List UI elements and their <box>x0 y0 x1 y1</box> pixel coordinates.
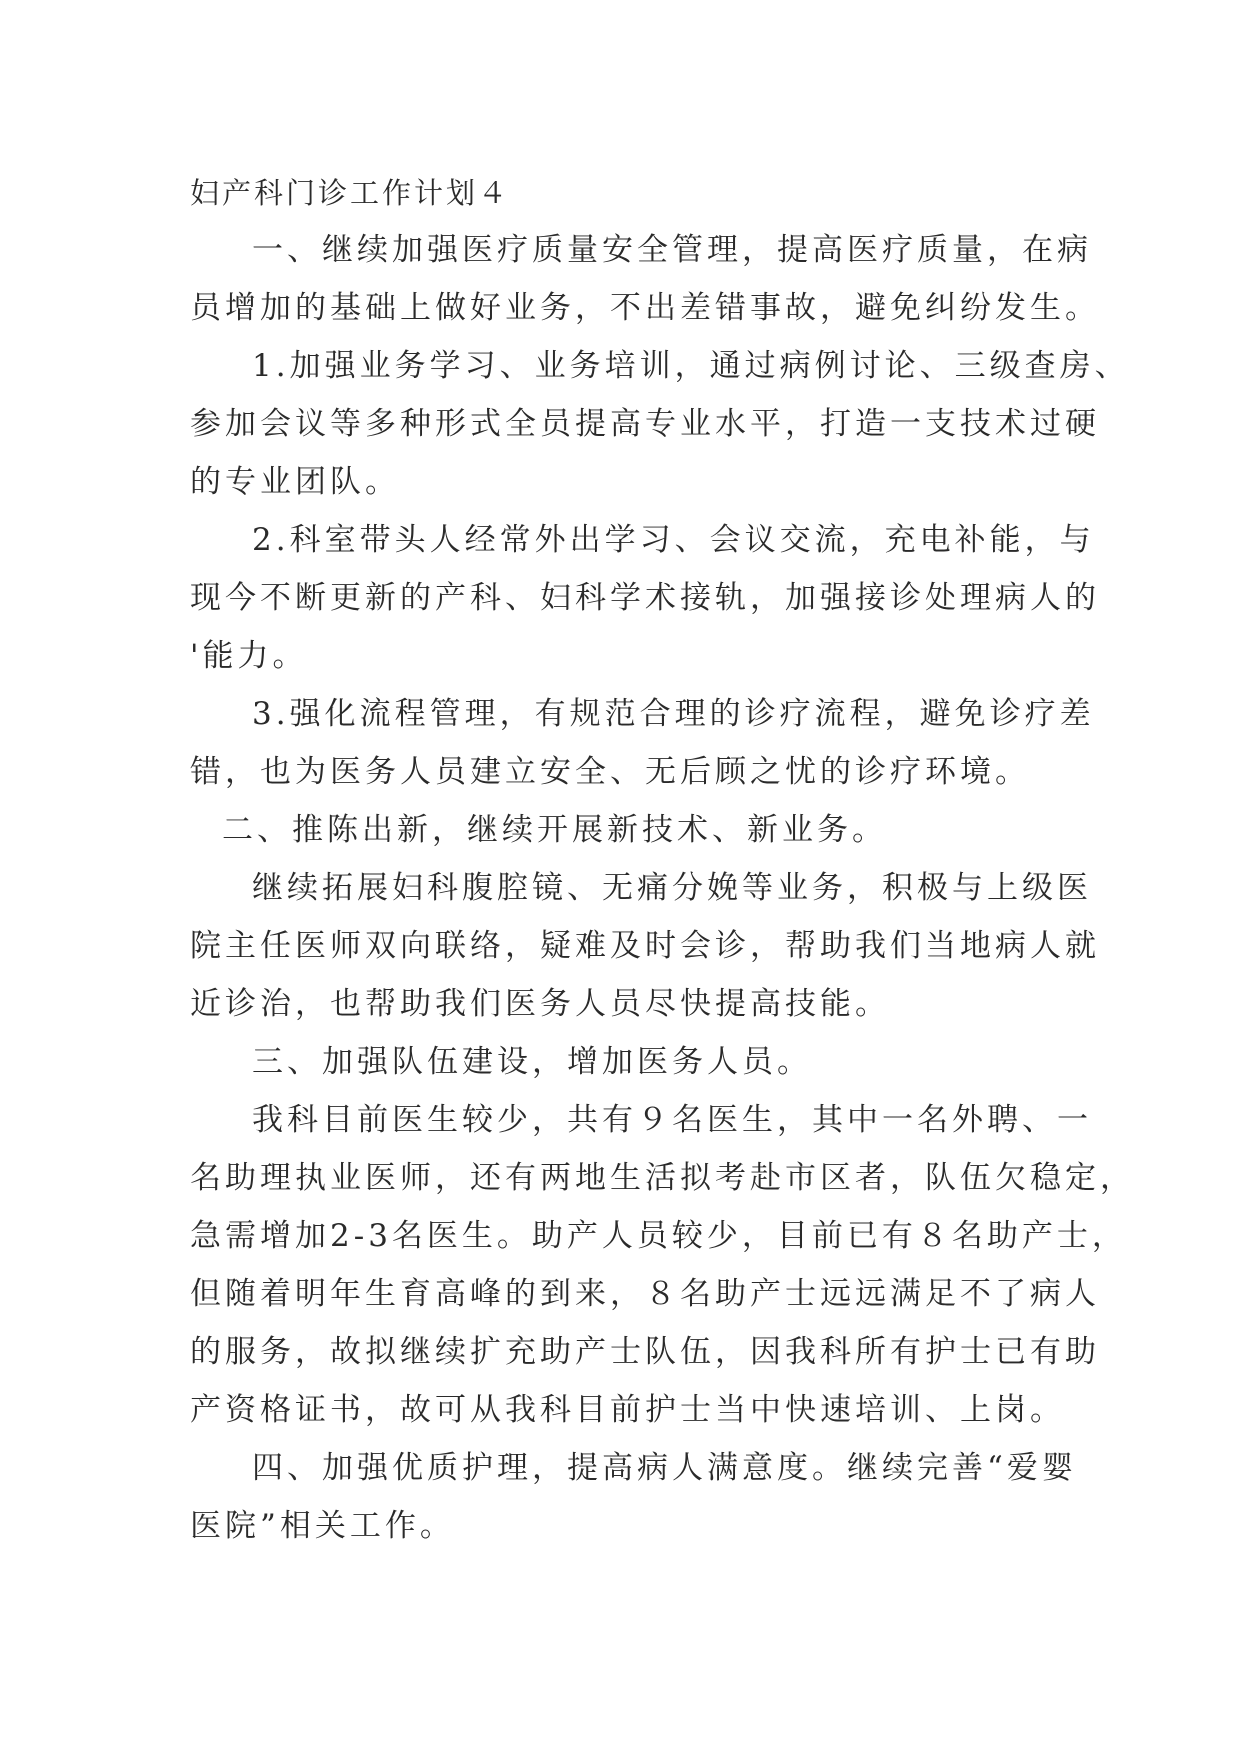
item-2-line-2: 现今不断更新的产科、妇科学术接轨，加强接诊处理病人的 <box>190 580 1100 616</box>
section-3-heading: 三、加强队伍建设，增加医务人员。 <box>252 1044 812 1080</box>
section-1-heading-line-1: 一、继续加强医疗质量安全管理，提高医疗质量，在病 <box>252 232 1092 268</box>
item-1-line-2: 参加会议等多种形式全员提高专业水平，打造一支技术过硬 <box>190 406 1100 442</box>
section-2-body-line-3: 近诊治，也帮助我们医务人员尽快提高技能。 <box>190 986 890 1022</box>
item-1-line-3: 的专业团队。 <box>190 464 400 500</box>
item-3-line-1: 3.强化流程管理，有规范合理的诊疗流程，避免诊疗差 <box>252 696 1095 732</box>
section-3-body-line-5: 的服务，故拟继续扩充助产士队伍，因我科所有护士已有助 <box>190 1334 1100 1370</box>
section-2-body-line-1: 继续拓展妇科腹腔镜、无痛分娩等业务，积极与上级医 <box>252 870 1092 906</box>
section-4-heading-line-2: 医院”相关工作。 <box>190 1508 455 1544</box>
section-2-heading: 二、推陈出新，继续开展新技术、新业务。 <box>222 812 887 848</box>
document-title: 妇产科门诊工作计划４ <box>190 176 511 210</box>
section-3-body-line-3: 急需增加2-3名医生。助产人员较少，目前已有８名助产士， <box>190 1218 1127 1254</box>
section-4-heading-line-1: 四、加强优质护理，提高病人满意度。继续完善“爱婴 <box>252 1450 1077 1486</box>
document-body <box>190 165 1135 1555</box>
item-3-line-2: 错，也为医务人员建立安全、无后顾之忧的诊疗环境。 <box>190 754 1030 790</box>
section-3-body-line-2: 名助理执业医师，还有两地生活拟考赴市区者，队伍欠稳定， <box>190 1160 1135 1196</box>
section-1-heading-line-2: 员增加的基础上做好业务，不出差错事故，避免纠纷发生。 <box>190 290 1100 326</box>
item-2-line-1: 2.科室带头人经常外出学习、会议交流，充电补能，与 <box>252 522 1095 558</box>
section-3-body-line-1: 我科目前医生较少，共有９名医生，其中一名外聘、一 <box>252 1102 1092 1138</box>
section-2-body-line-2: 院主任医师双向联络，疑难及时会诊，帮助我们当地病人就 <box>190 928 1100 964</box>
section-3-body-line-4: 但随着明年生育高峰的到来，８名助产士远远满足不了病人 <box>190 1276 1100 1312</box>
item-1-line-1: 1.加强业务学习、业务培训，通过病例讨论、三级查房、 <box>252 348 1130 384</box>
item-2-line-3: '能力。 <box>190 638 308 674</box>
section-3-body-line-6: 产资格证书，故可从我科目前护士当中快速培训、上岗。 <box>190 1392 1065 1428</box>
